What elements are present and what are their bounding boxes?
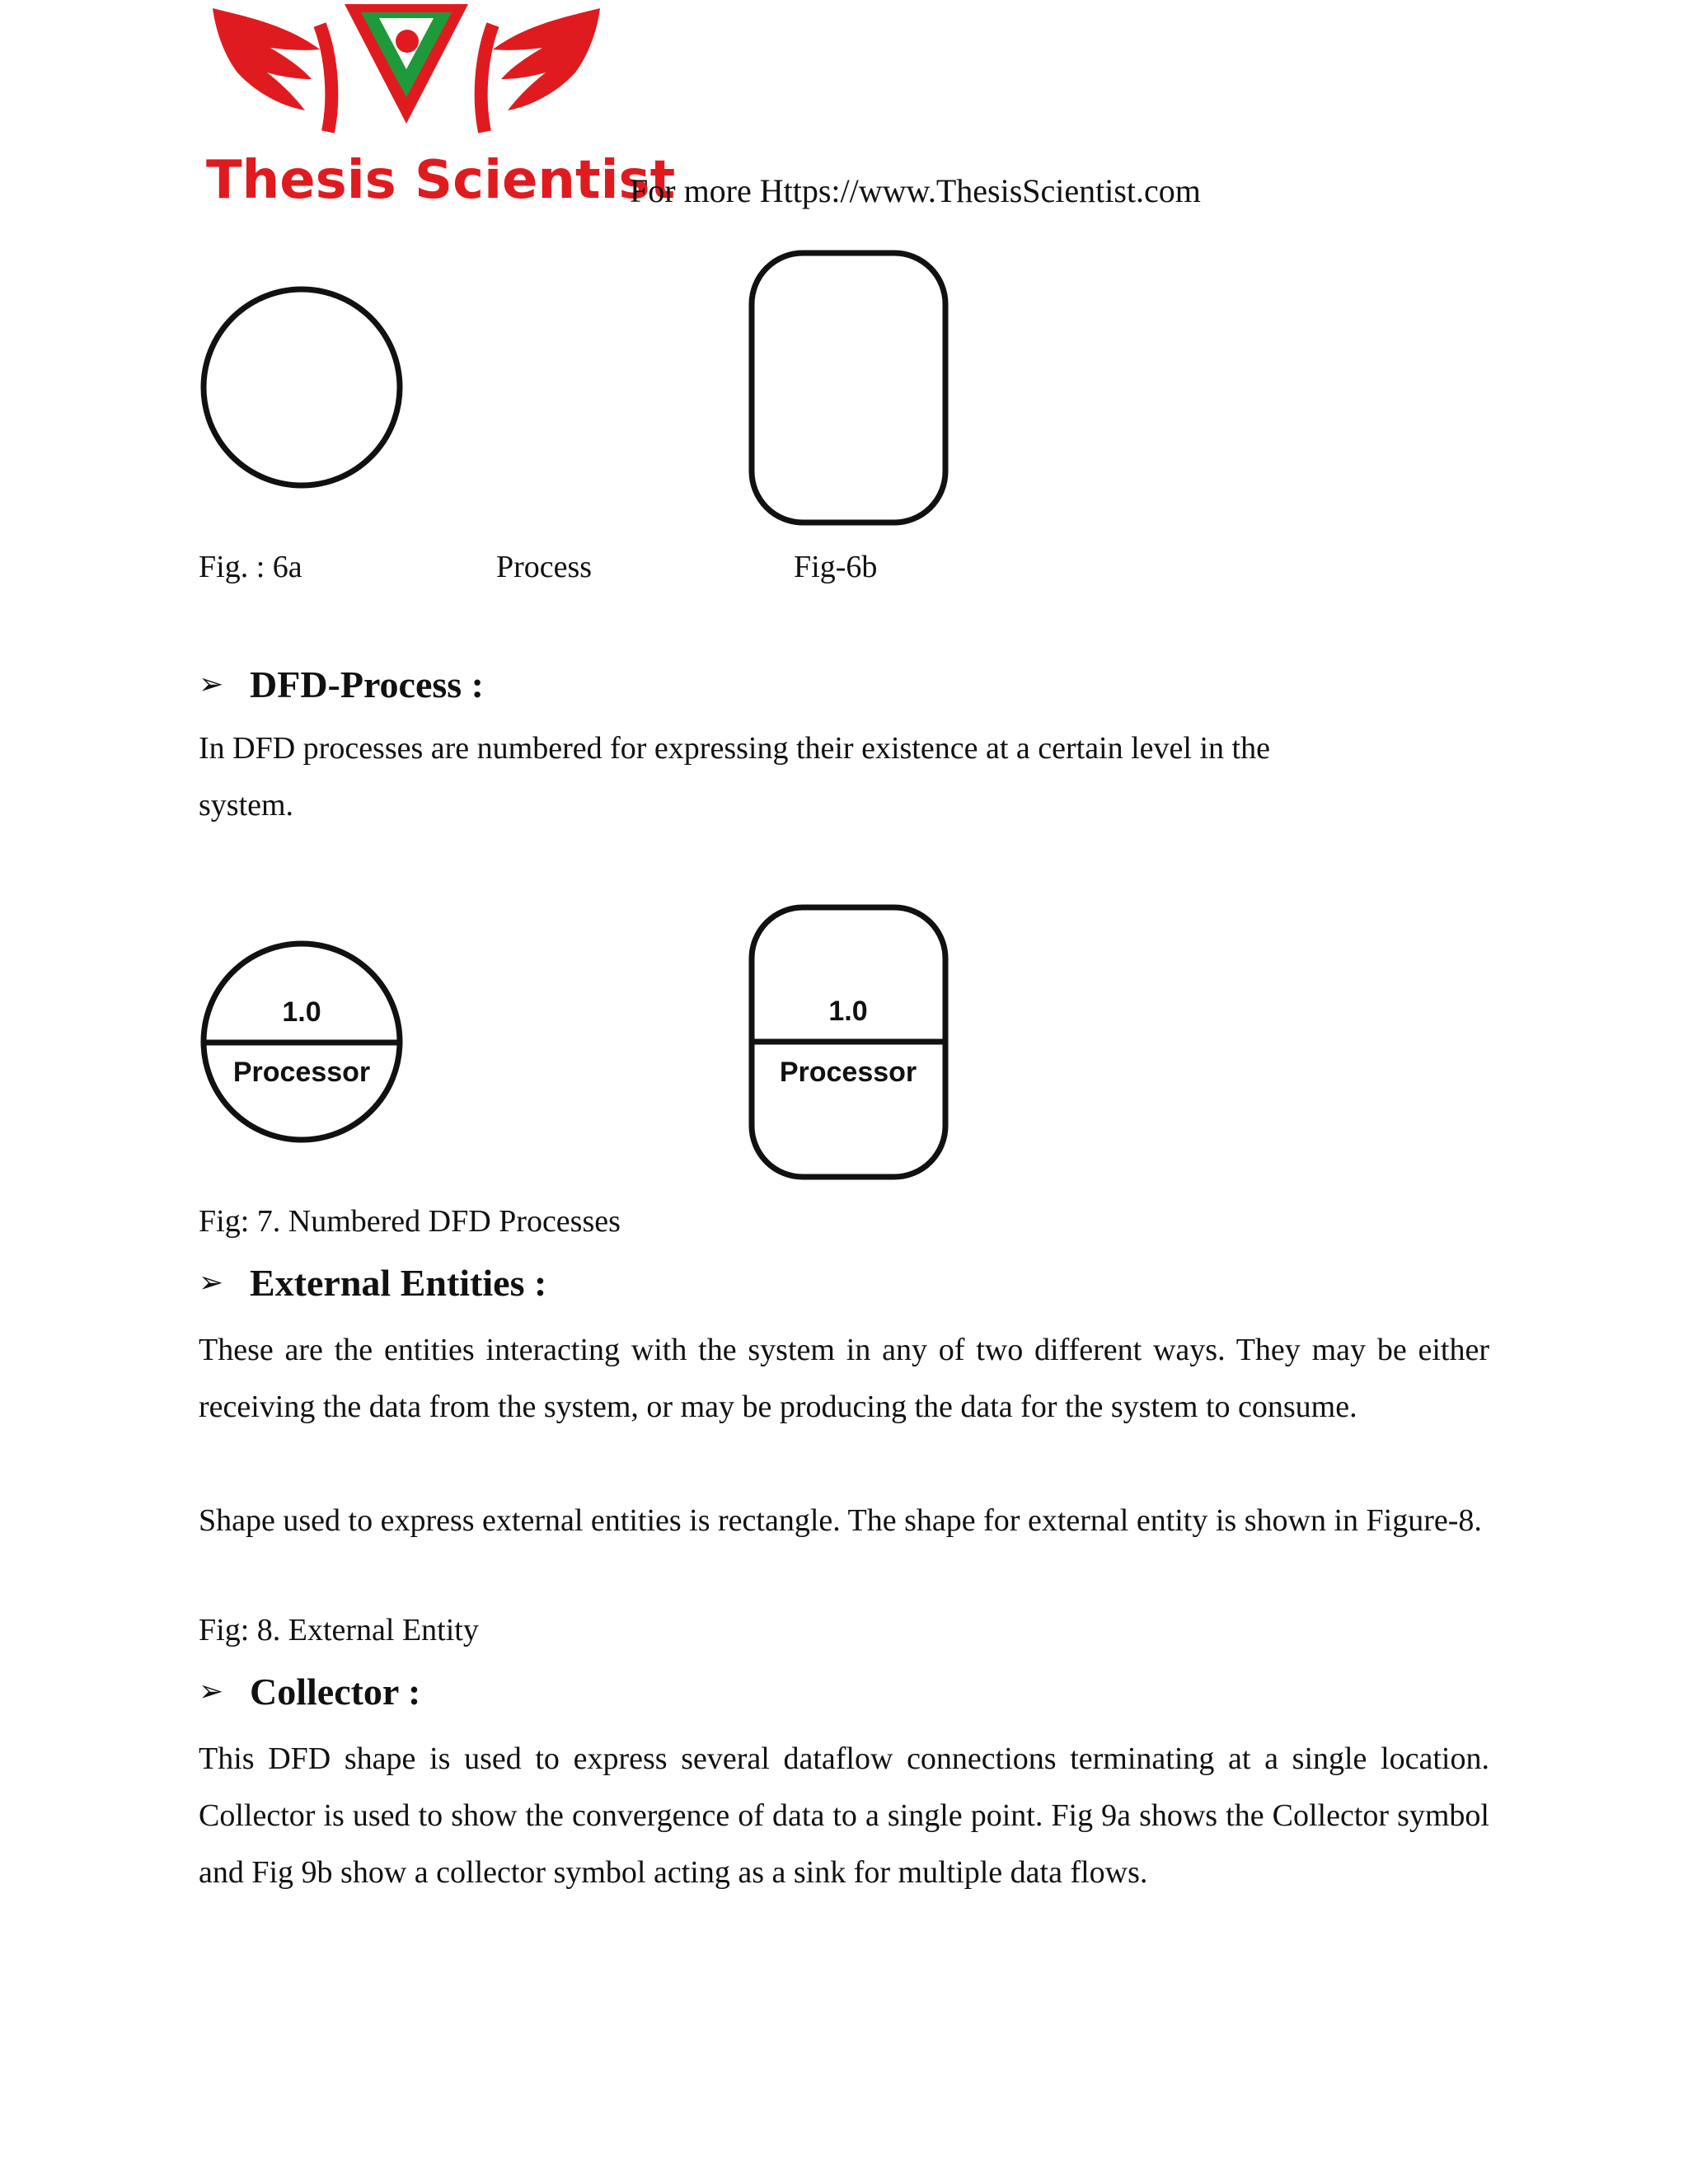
collector-heading-text: Collector : (250, 1671, 421, 1713)
collector-paragraph: This DFD shape is used to express several dataflow connections terminating at a single location. Collector is used to show the convergence of data to a single point. Fig 9a shows the Collector symbol and Fig 9b show a collector symbol acting as a sink for multiple data flows. (199, 1741, 1489, 1890)
rect-process-label: Processor (779, 1057, 917, 1088)
logo-wordmark: Thesis Scientist (206, 150, 676, 211)
external-entities-heading-text: External Entities : (250, 1262, 547, 1304)
rect-process-number: 1.0 (828, 996, 868, 1027)
external-entities-paragraph: These are the entities interacting with the system in any of two different ways. They may be either receiving the data from the system, or may be producing the data for the system to consume. (199, 1333, 1489, 1424)
thesis-scientist-logo (196, 0, 676, 214)
arrow-bullet-icon: ➢ (199, 668, 224, 701)
collector-heading (199, 1670, 420, 1713)
numbered-process-circle (196, 935, 407, 1149)
dfd-process-heading-text: DFD-Process : (250, 663, 484, 705)
fig8-caption: Fig: 8. External Entity (199, 1613, 479, 1647)
dfd-process-heading (199, 663, 484, 706)
process-circle-shape (196, 280, 407, 494)
fig6b-caption: Fig-6b (794, 550, 878, 584)
arrow-bullet-icon: ➢ (199, 1675, 224, 1708)
numbered-process-rounded-rect (748, 903, 950, 1183)
triangle-emblem-icon (345, 4, 468, 124)
process-rounded-rect-shape (748, 249, 950, 529)
right-wing-icon (493, 8, 600, 110)
process-caption: Process (496, 550, 593, 584)
circle-process-number: 1.0 (282, 996, 321, 1028)
dfd-process-paragraph-line1: In DFD processes are numbered for expressing their existence at a certain level in the (199, 731, 1270, 766)
fig7-caption: Fig: 7. Numbered DFD Processes (199, 1204, 621, 1239)
arrow-bullet-icon: ➢ (199, 1266, 224, 1300)
external-entity-shape-paragraph: Shape used to express external entities is rectangle. The shape for external entity is shown in Figure-8. (199, 1503, 1482, 1538)
circle-process-label: Processor (232, 1057, 371, 1088)
left-wing-icon (213, 8, 320, 110)
fig6a-caption: Fig. : 6a (199, 550, 302, 584)
dfd-process-paragraph-line2: system. (199, 788, 294, 823)
external-entities-heading (199, 1261, 546, 1305)
website-link[interactable]: For more Https://www.ThesisScientist.com (630, 172, 1201, 209)
